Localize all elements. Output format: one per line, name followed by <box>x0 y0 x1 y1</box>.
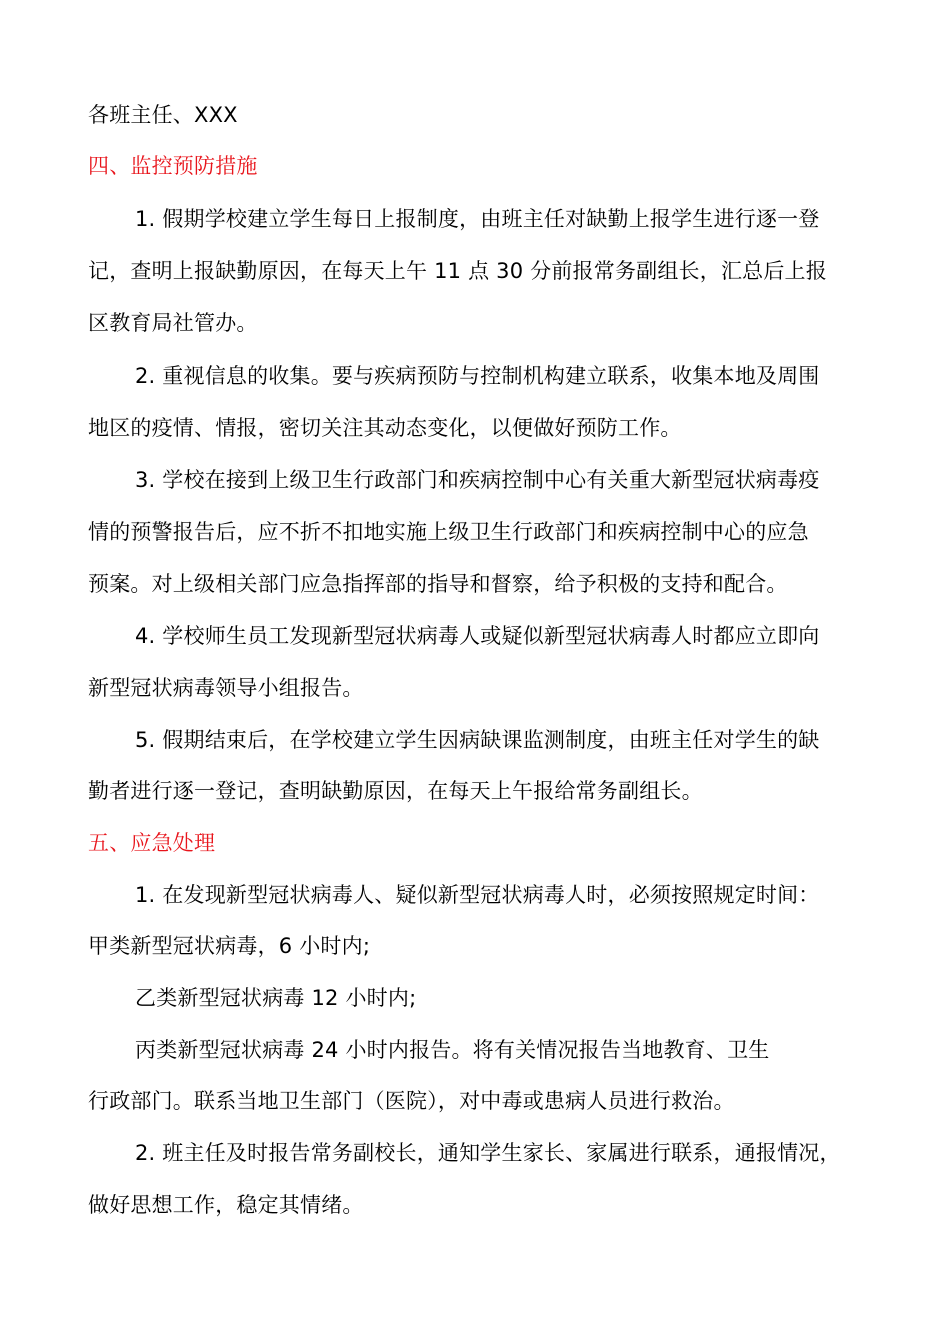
s5-line-7: 做好思想工作，稳定其情绪。 <box>88 1193 364 1217</box>
s4-item-2-line-1: 2. 重视信息的收集。要与疾病预防与控制机构建立联系，收集本地及周围 <box>135 364 820 388</box>
s4-item-3-line-2: 情的预警报告后，应不折不扣地实施上级卫生行政部门和疾病控制中心的应急 <box>88 520 809 544</box>
s4-item-4-line-2: 新型冠状病毒领导小组报告。 <box>88 676 364 700</box>
s4-item-2-line-2: 地区的疫情、情报，密切关注其动态变化，以便做好预防工作。 <box>88 416 682 440</box>
s5-line-4: 丙类新型冠状病毒 24 小时内报告。将有关情况报告当地教育、卫生 <box>135 1038 770 1062</box>
s5-line-6: 2. 班主任及时报告常务副校长，通知学生家长、家属进行联系，通报情况， <box>135 1141 841 1165</box>
s4-item-5-line-2: 勤者进行逐一登记，查明缺勤原因，在每天上午报给常务副组长。 <box>88 779 703 803</box>
recipient-line: 各班主任、XXX <box>88 103 238 127</box>
s5-line-2: 甲类新型冠状病毒，6 小时内; <box>88 934 371 958</box>
s5-line-1: 1. 在发现新型冠状病毒人、疑似新型冠状病毒人时，必须按照规定时间： <box>135 883 820 907</box>
s5-line-3: 乙类新型冠状病毒 12 小时内; <box>135 986 417 1010</box>
section-4-heading: 四、监控预防措施 <box>88 154 258 178</box>
s4-item-5-line-1: 5. 假期结束后，在学校建立学生因病缺课监测制度，由班主任对学生的缺 <box>135 728 820 752</box>
s4-item-3-line-3: 预案。对上级相关部门应急指挥部的指导和督察，给予积极的支持和配合。 <box>88 572 788 596</box>
s4-item-1-line-2: 记，查明上报缺勤原因，在每天上午 11 点 30 分前报常务副组长，汇总后上报 <box>88 259 827 283</box>
section-5-heading: 五、应急处理 <box>88 831 216 855</box>
s4-item-3-line-1: 3. 学校在接到上级卫生行政部门和疾病控制中心有关重大新型冠状病毒疫 <box>135 468 820 492</box>
s4-item-1-line-1: 1. 假期学校建立学生每日上报制度，由班主任对缺勤上报学生进行逐一登 <box>135 207 820 231</box>
s4-item-1-line-3: 区教育局社管办。 <box>88 311 258 335</box>
s5-line-5: 行政部门。联系当地卫生部门（医院），对中毒或患病人员进行救治。 <box>88 1089 735 1113</box>
s4-item-4-line-1: 4. 学校师生员工发现新型冠状病毒人或疑似新型冠状病毒人时都应立即向 <box>135 624 820 648</box>
